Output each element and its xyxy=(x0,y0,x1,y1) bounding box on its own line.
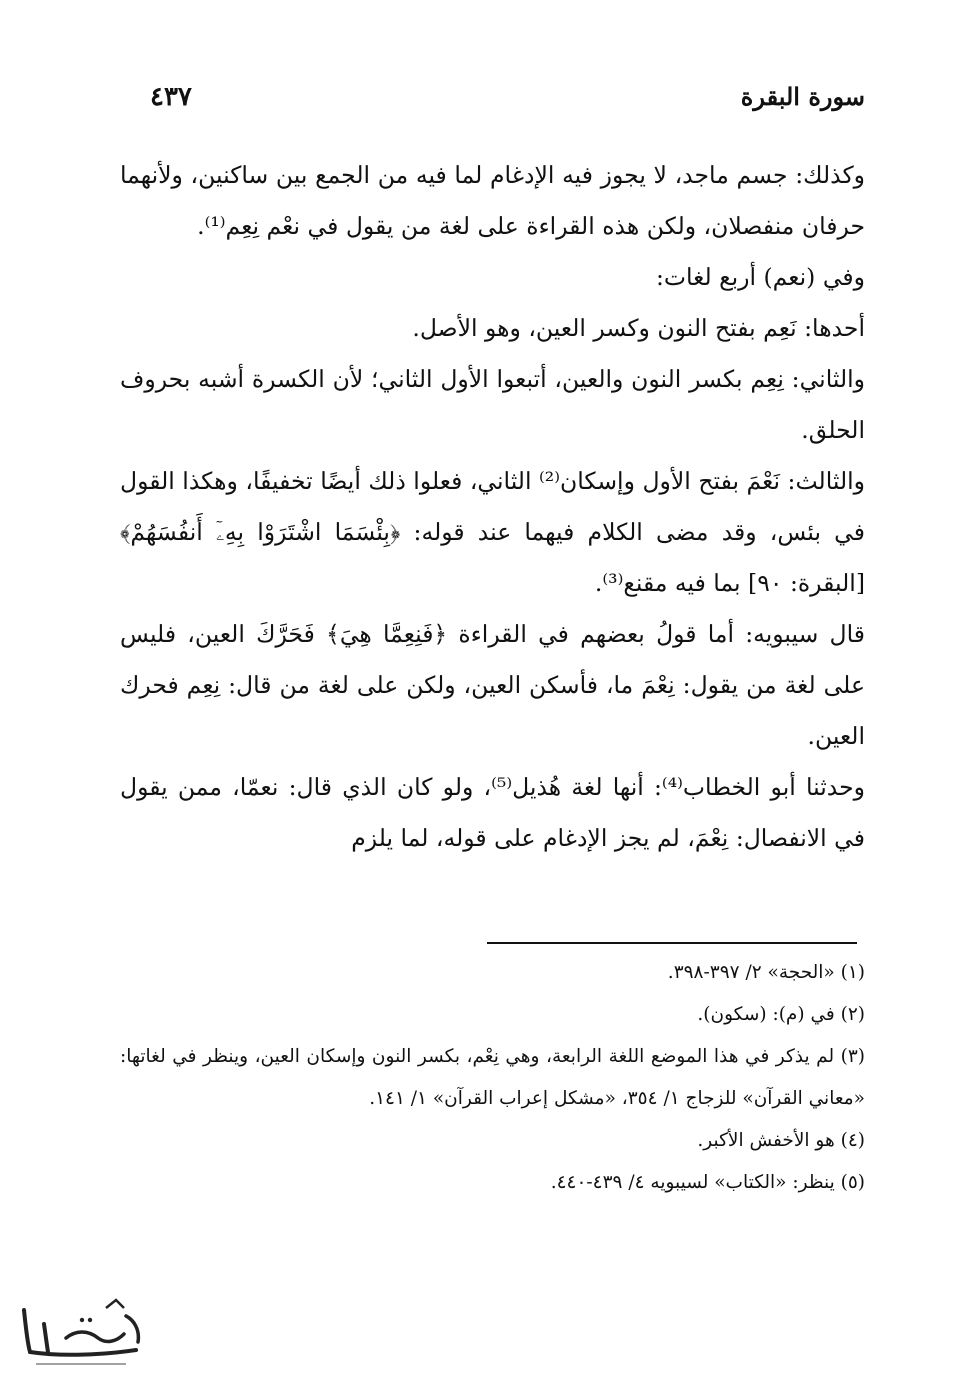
publisher-logo xyxy=(6,1290,156,1370)
footnote: (١) «الحجة» ٢/ ٣٩٧-٣٩٨. xyxy=(667,962,865,983)
paragraph: أحدها: نَعِم بفتح النون وكسر العين، وهو الأصل. xyxy=(412,314,865,342)
footnote: (٤) هو الأخفش الأكبر. xyxy=(697,1130,865,1151)
footnote: (٣) لم يذكر في هذا الموضع اللغة الرابعة، وهي نِعْم، بكسر النون وإسكان العين، وينظر في لغاتها: «معاني القرآن» للزجاج ١/ ٣٥٤، «مشكل إعراب القرآن» ١/ ١٤١. xyxy=(120,1046,865,1109)
paragraph: وفي (نعم) أربع لغات: xyxy=(655,263,865,291)
surah-title: سورة البقرة xyxy=(740,82,865,111)
footnote: (٢) في (م): (سكون). xyxy=(697,1004,865,1025)
publisher-logo-graphic xyxy=(6,1290,156,1370)
paragraph: والثاني: نِعِم بكسر النون والعين، أتبعوا الأول الثاني؛ لأن الكسرة أشبه بحروف الحلق. xyxy=(120,365,865,444)
paragraph: قال سيبويه: أما قولُ بعضهم في القراءة ﴿فَنِعِمَّا هِيَ﴾ فَحَرَّكَ العين، فليس على لغة من يقول: نِعْمَ ما، فأسكن العين، ولكن على لغة من قال: نِعِم فحرك العين. xyxy=(120,620,865,750)
page-number: ٤٣٧ xyxy=(150,82,192,112)
footnotes xyxy=(120,952,865,1204)
paragraph: والثالث: نَعْمَ بفتح الأول وإسكان⁽²⁾ الثاني، فعلوا ذلك أيضًا تخفيفًا، وهكذا القول في بئس، وقد مضى الكلام فيهما عند قوله: ﴿بِئْسَمَا اشْتَرَوْا بِهِۦٓ أَنفُسَهُمْ﴾ [البقرة: ٩٠] بما فيه مقنع⁽³⁾. xyxy=(120,467,865,597)
footnote-divider xyxy=(487,942,857,944)
page-header xyxy=(150,82,865,122)
paragraph: وكذلك: جسم ماجد، لا يجوز فيه الإدغام لما فيه من الجمع بين ساكنين، ولأنهما حرفان منفصلان، ولكن هذه القراءة على لغة من يقول في نعْم نِعِم⁽¹⁾. xyxy=(120,161,866,240)
main-text xyxy=(120,150,865,864)
paragraph: وحدثنا أبو الخطاب⁽⁴⁾: أنها لغة هُذيل⁽⁵⁾، ولو كان الذي قال: نعمّا، ممن يقول في الانفصال: نِعْمَ، لم يجز الإدغام على قوله، لما يلزم xyxy=(120,773,865,852)
footnote: (٥) ينظر: «الكتاب» لسيبويه ٤/ ٤٣٩-٤٤٠. xyxy=(550,1172,865,1193)
